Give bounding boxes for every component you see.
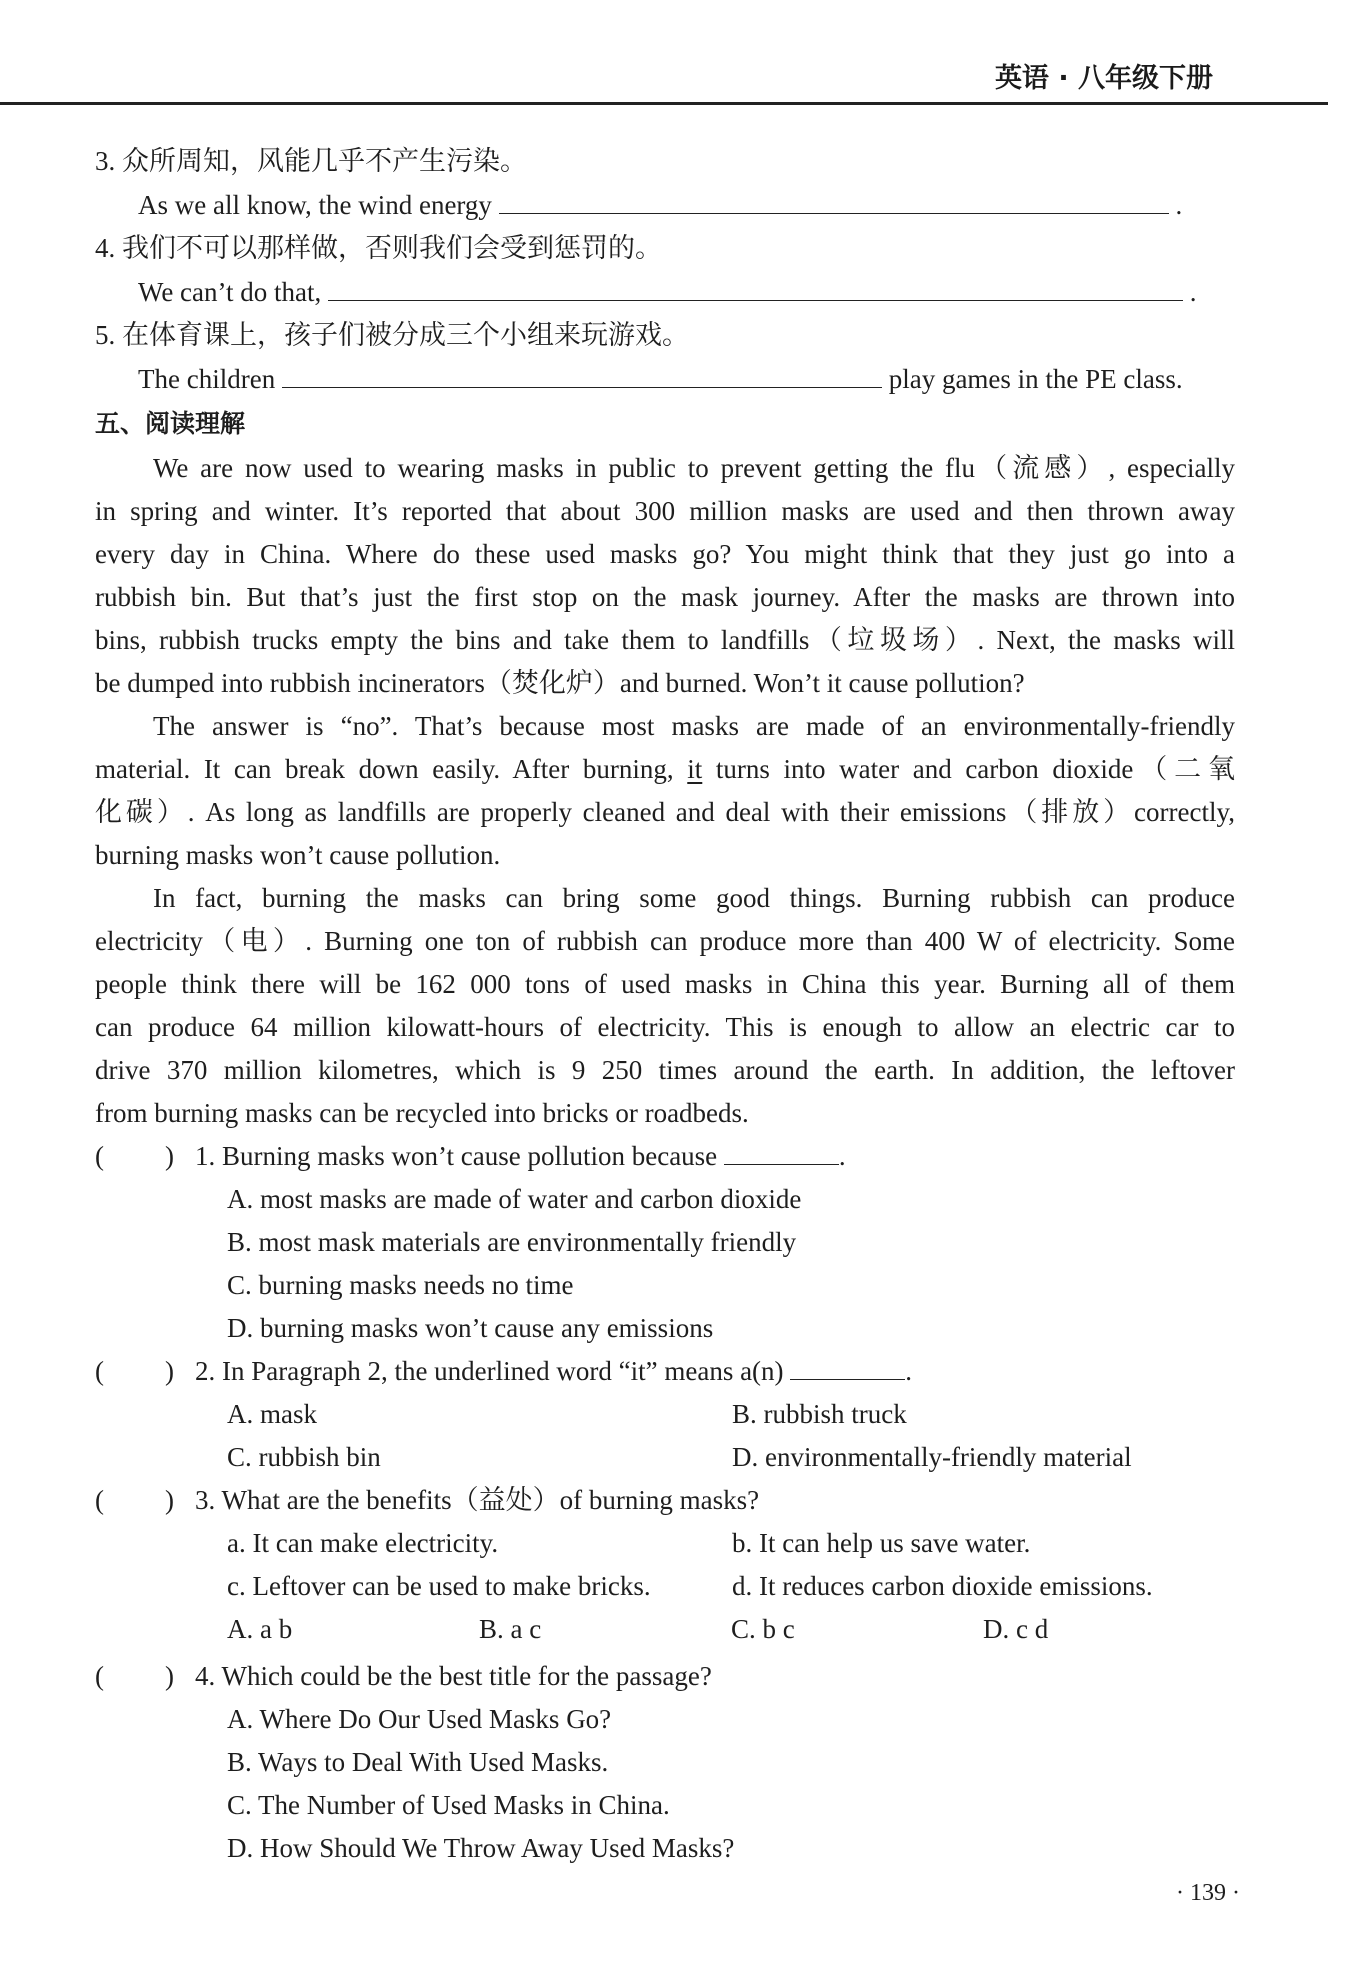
header-title: 英语 · 八年级下册: [994, 63, 1213, 94]
question-number: 4.: [195, 1661, 216, 1691]
item-number: 4.: [95, 233, 116, 263]
passage-line: be dumped into rubbish incinerators（焚化炉）and burned. Won’t it cause pollution?: [95, 668, 1025, 698]
statement-a: a. It can make electricity.: [227, 1528, 499, 1558]
statement-b: b. It can help us save water.: [732, 1528, 1031, 1558]
item-number: 5.: [95, 320, 116, 350]
question-text: In Paragraph 2, the underlined word “it” means a(n): [222, 1356, 784, 1386]
passage-line: bins, rubbish trucks empty the bins and take them to landfills（垃圾场）. Next, the masks will: [95, 625, 1235, 655]
passage-line: rubbish bin. But that’s just the first stop on the mask journey. After the masks are thrown into: [95, 582, 1235, 612]
passage-line: drive 370 million kilometres, which is 9 250 times around the earth. In addition, the leftover: [95, 1055, 1235, 1085]
option-b[interactable]: B. most mask materials are environmentally friendly: [227, 1227, 797, 1257]
question-number: 2.: [195, 1356, 216, 1386]
answer-blank[interactable]: [328, 270, 1183, 301]
passage-line: people think there will be 162 000 tons of used masks in China this year. Burning all of them: [95, 969, 1235, 999]
answer-paren-close: ): [165, 1356, 174, 1386]
question-3: [95, 1479, 1235, 1651]
chinese-sentence: 在体育课上，孩子们被分成三个小组来玩游戏。: [122, 320, 689, 350]
answer-paren-open[interactable]: (: [95, 1141, 104, 1171]
underlined-word: it: [687, 754, 703, 784]
passage-line: We are now used to wearing masks in public to prevent getting the flu（流感）, especially: [153, 453, 1235, 483]
option-d[interactable]: D. c d: [983, 1614, 1049, 1644]
passage-line: [95, 748, 1235, 791]
question-2: [95, 1350, 1235, 1479]
section-title: 五、阅读理解: [95, 409, 246, 438]
chinese-sentence: 众所周知，风能几乎不产生污染。: [122, 146, 527, 176]
option-b[interactable]: B. rubbish truck: [732, 1399, 907, 1429]
sentence-end: .: [1189, 277, 1197, 307]
passage-line: every day in China. Where do these used masks go? You might think that they just go into a: [95, 539, 1235, 569]
passage-line: The answer is “no”. That’s because most masks are made of an environmentally-friendly: [153, 711, 1235, 741]
answer-paren-close: ): [165, 1661, 174, 1691]
question-text: Burning masks won’t cause pollution because: [222, 1141, 718, 1171]
passage-line: electricity（电）. Burning one ton of rubbish can produce more than 400 W of electricity. Some: [95, 926, 1235, 956]
passage-line: from burning masks can be recycled into bricks or roadbeds.: [95, 1098, 749, 1128]
page-content: [95, 140, 1235, 1870]
passage-line: burning masks won’t cause pollution.: [95, 840, 501, 870]
option-a[interactable]: A. most masks are made of water and carbon dioxide: [227, 1184, 802, 1214]
question-number: 3.: [195, 1485, 216, 1515]
option-d[interactable]: D. burning masks won’t cause any emissions: [227, 1313, 714, 1343]
translation-item-4: [95, 227, 1235, 314]
sentence-end: .: [905, 1356, 913, 1386]
chinese-sentence: 我们不可以那样做，否则我们会受到惩罚的。: [122, 233, 662, 263]
option-d[interactable]: D. environmentally-friendly material: [732, 1442, 1132, 1472]
english-prefix: As we all know, the wind energy: [138, 190, 492, 220]
item-number: 3.: [95, 146, 116, 176]
question-text: What are the benefits（益处）of burning masks?: [221, 1485, 760, 1515]
option-c[interactable]: C. rubbish bin: [227, 1442, 381, 1472]
sentence-end: .: [838, 1141, 846, 1171]
english-prefix: The children: [138, 364, 276, 394]
sentence-end: .: [1175, 190, 1183, 220]
translation-item-3: [95, 140, 1235, 227]
statement-d: d. It reduces carbon dioxide emissions.: [732, 1571, 1153, 1601]
question-4: [95, 1655, 1235, 1870]
statement-c: c. Leftover can be used to make bricks.: [227, 1571, 651, 1601]
answer-paren-open[interactable]: (: [95, 1485, 104, 1515]
answer-paren-open[interactable]: (: [95, 1356, 104, 1386]
answer-paren-open[interactable]: (: [95, 1661, 104, 1691]
answer-blank[interactable]: [724, 1136, 839, 1165]
sentence-end: play games in the PE class.: [888, 364, 1183, 394]
answer-blank[interactable]: [499, 183, 1169, 214]
option-a[interactable]: A. mask: [227, 1399, 317, 1429]
passage-text: material. It can break down easily. After burning,: [95, 754, 674, 784]
english-prefix: We can’t do that,: [138, 277, 322, 307]
option-a[interactable]: A. a b: [227, 1614, 293, 1644]
answer-paren-close: ): [165, 1485, 174, 1515]
option-d[interactable]: D. How Should We Throw Away Used Masks?: [227, 1833, 735, 1863]
answer-blank[interactable]: [790, 1351, 905, 1380]
passage-text: turns into water and carbon dioxide（二氧: [715, 754, 1235, 784]
option-a[interactable]: A. Where Do Our Used Masks Go?: [227, 1704, 612, 1734]
page-header: [0, 52, 1328, 105]
page-number: · 139 ·: [1176, 1880, 1240, 1906]
answer-paren-close: ): [165, 1141, 174, 1171]
passage-line: 化碳）. As long as landfills are properly cleaned and deal with their emissions（排放）correctly,: [95, 797, 1235, 827]
option-c[interactable]: C. burning masks needs no time: [227, 1270, 574, 1300]
option-c[interactable]: C. The Number of Used Masks in China.: [227, 1790, 670, 1820]
translation-item-5: [95, 314, 1235, 401]
passage-line: can produce 64 million kilowatt-hours of electricity. This is enough to allow an electric car to: [95, 1012, 1235, 1042]
passage-line: in spring and winter. It’s reported that about 300 million masks are used and then thrown away: [95, 496, 1235, 526]
question-text: Which could be the best title for the passage?: [221, 1661, 712, 1691]
question-number: 1.: [195, 1141, 216, 1171]
question-1: [95, 1135, 1235, 1350]
option-b[interactable]: B. Ways to Deal With Used Masks.: [227, 1747, 609, 1777]
option-c[interactable]: C. b c: [731, 1614, 795, 1644]
passage: [95, 447, 1235, 1135]
answer-blank[interactable]: [282, 357, 882, 388]
passage-line: In fact, burning the masks can bring some good things. Burning rubbish can produce: [153, 883, 1235, 913]
option-b[interactable]: B. a c: [479, 1614, 542, 1644]
